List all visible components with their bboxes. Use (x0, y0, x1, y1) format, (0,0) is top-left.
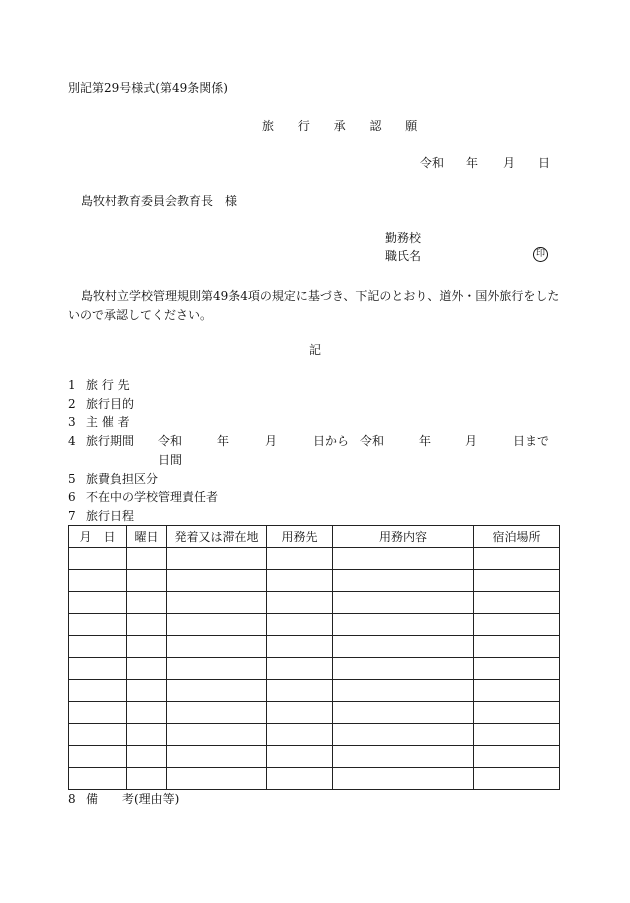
table-cell (333, 658, 474, 680)
table-cell (69, 746, 127, 768)
header-destination: 用務先 (267, 526, 333, 548)
period-day-from: 日から (313, 434, 350, 448)
table-cell (69, 702, 127, 724)
table-cell (333, 680, 474, 702)
table-row (69, 570, 560, 592)
table-cell (167, 768, 267, 790)
table-cell (69, 680, 127, 702)
seal-icon: 印 (533, 247, 548, 262)
table-cell (333, 548, 474, 570)
table-cell (127, 658, 167, 680)
period-month-to: 月 (465, 434, 478, 448)
table-cell (167, 570, 267, 592)
table-cell (474, 768, 560, 790)
table-row (69, 768, 560, 790)
table-cell (127, 614, 167, 636)
table-cell (127, 636, 167, 658)
item-label: 旅行期間 (86, 434, 135, 448)
table-cell (167, 724, 267, 746)
table-row (69, 746, 560, 768)
ki-heading: 記 (309, 343, 322, 357)
period-month-from: 月 (265, 434, 278, 448)
table-row (69, 658, 560, 680)
table-row (69, 680, 560, 702)
school-label: 勤務校 (385, 231, 422, 245)
table-cell (127, 592, 167, 614)
table-row (69, 614, 560, 636)
table-cell (167, 746, 267, 768)
table-cell (474, 680, 560, 702)
table-cell (333, 614, 474, 636)
period-year-to: 年 (419, 434, 432, 448)
table-row (69, 724, 560, 746)
table-cell (474, 702, 560, 724)
table-cell (167, 680, 267, 702)
table-cell (267, 614, 333, 636)
table-cell (167, 702, 267, 724)
table-cell (69, 548, 127, 570)
list-item-organizer (68, 415, 130, 429)
header-location: 発着又は滞在地 (167, 526, 267, 548)
date-era: 令和 (420, 156, 445, 170)
table-cell (69, 768, 127, 790)
item-label: 主 催 者 (86, 415, 130, 429)
table-cell (267, 746, 333, 768)
item-number: 4 (68, 434, 76, 448)
itinerary-table (68, 525, 560, 790)
table-row (69, 636, 560, 658)
table-cell (333, 724, 474, 746)
table-cell (333, 570, 474, 592)
table-cell (69, 614, 127, 636)
table-row (69, 592, 560, 614)
item-number: 5 (68, 472, 76, 486)
date-month: 月 (503, 156, 516, 170)
date-line (420, 156, 550, 170)
table-cell (474, 724, 560, 746)
period-era-to: 令和 (360, 434, 385, 448)
table-cell (333, 702, 474, 724)
table-cell (267, 548, 333, 570)
date-year: 年 (466, 156, 479, 170)
period-days: 日間 (158, 453, 183, 467)
list-item-remarks (68, 792, 179, 806)
table-cell (267, 592, 333, 614)
table-row (69, 548, 560, 570)
table-cell (333, 592, 474, 614)
table-cell (267, 768, 333, 790)
table-cell (474, 570, 560, 592)
table-cell (474, 658, 560, 680)
table-cell (333, 768, 474, 790)
table-cell (127, 570, 167, 592)
table-cell (127, 768, 167, 790)
table-cell (127, 724, 167, 746)
item-number: 2 (68, 397, 76, 411)
item-number: 6 (68, 490, 76, 504)
table-cell (474, 746, 560, 768)
item-number: 8 (68, 792, 76, 806)
date-day: 日 (538, 156, 551, 170)
item-label: 旅行日程 (86, 509, 135, 523)
table-cell (127, 680, 167, 702)
table-cell (474, 636, 560, 658)
list-item-substitute (68, 490, 218, 504)
table-cell (69, 636, 127, 658)
header-business: 用務内容 (333, 526, 474, 548)
item-label: 旅 行 先 (86, 378, 130, 392)
table-cell (69, 658, 127, 680)
table-cell (167, 592, 267, 614)
table-cell (333, 746, 474, 768)
table-cell (267, 636, 333, 658)
header-weekday: 曜日 (127, 526, 167, 548)
list-item-destination (68, 378, 130, 392)
item-label: 旅行目的 (86, 397, 135, 411)
item-label: 不在中の学校管理責任者 (86, 490, 219, 504)
table-cell (127, 746, 167, 768)
table-cell (474, 614, 560, 636)
header-date: 月 日 (69, 526, 127, 548)
item-number: 1 (68, 378, 76, 392)
table-cell (167, 658, 267, 680)
table-cell (127, 548, 167, 570)
table-cell (69, 570, 127, 592)
item-label: 備 考(理由等) (86, 792, 180, 806)
item-number: 3 (68, 415, 76, 429)
form-number: 別記第29号様式(第49条関係) (68, 81, 228, 95)
period-day-to: 日まで (513, 434, 550, 448)
table-cell (333, 636, 474, 658)
name-label: 職氏名 (385, 249, 422, 263)
table-row (69, 702, 560, 724)
table-cell (474, 548, 560, 570)
table-cell (127, 702, 167, 724)
table-cell (267, 702, 333, 724)
table-cell (69, 592, 127, 614)
table-cell (167, 636, 267, 658)
table-cell (267, 724, 333, 746)
document-title: 旅 行 承 認 願 (262, 119, 428, 133)
table-cell (267, 658, 333, 680)
list-item-purpose (68, 397, 134, 411)
period-year-from: 年 (217, 434, 230, 448)
itinerary-header-row (69, 526, 560, 548)
body-paragraph: 島牧村立学校管理規則第49条4項の規定に基づき、下記のとおり、道外・国外旅行をしたいので承認してください。 (68, 289, 560, 322)
list-item-schedule (68, 509, 134, 523)
table-cell (267, 570, 333, 592)
item-label: 旅費負担区分 (86, 472, 159, 486)
table-cell (474, 592, 560, 614)
table-cell (69, 724, 127, 746)
table-cell (267, 680, 333, 702)
item-number: 7 (68, 509, 76, 523)
period-era-from: 令和 (158, 434, 183, 448)
header-lodging: 宿泊場所 (474, 526, 560, 548)
addressee: 島牧村教育委員会教育長 様 (81, 194, 238, 208)
table-cell (167, 548, 267, 570)
list-item-expense (68, 472, 158, 486)
table-cell (167, 614, 267, 636)
